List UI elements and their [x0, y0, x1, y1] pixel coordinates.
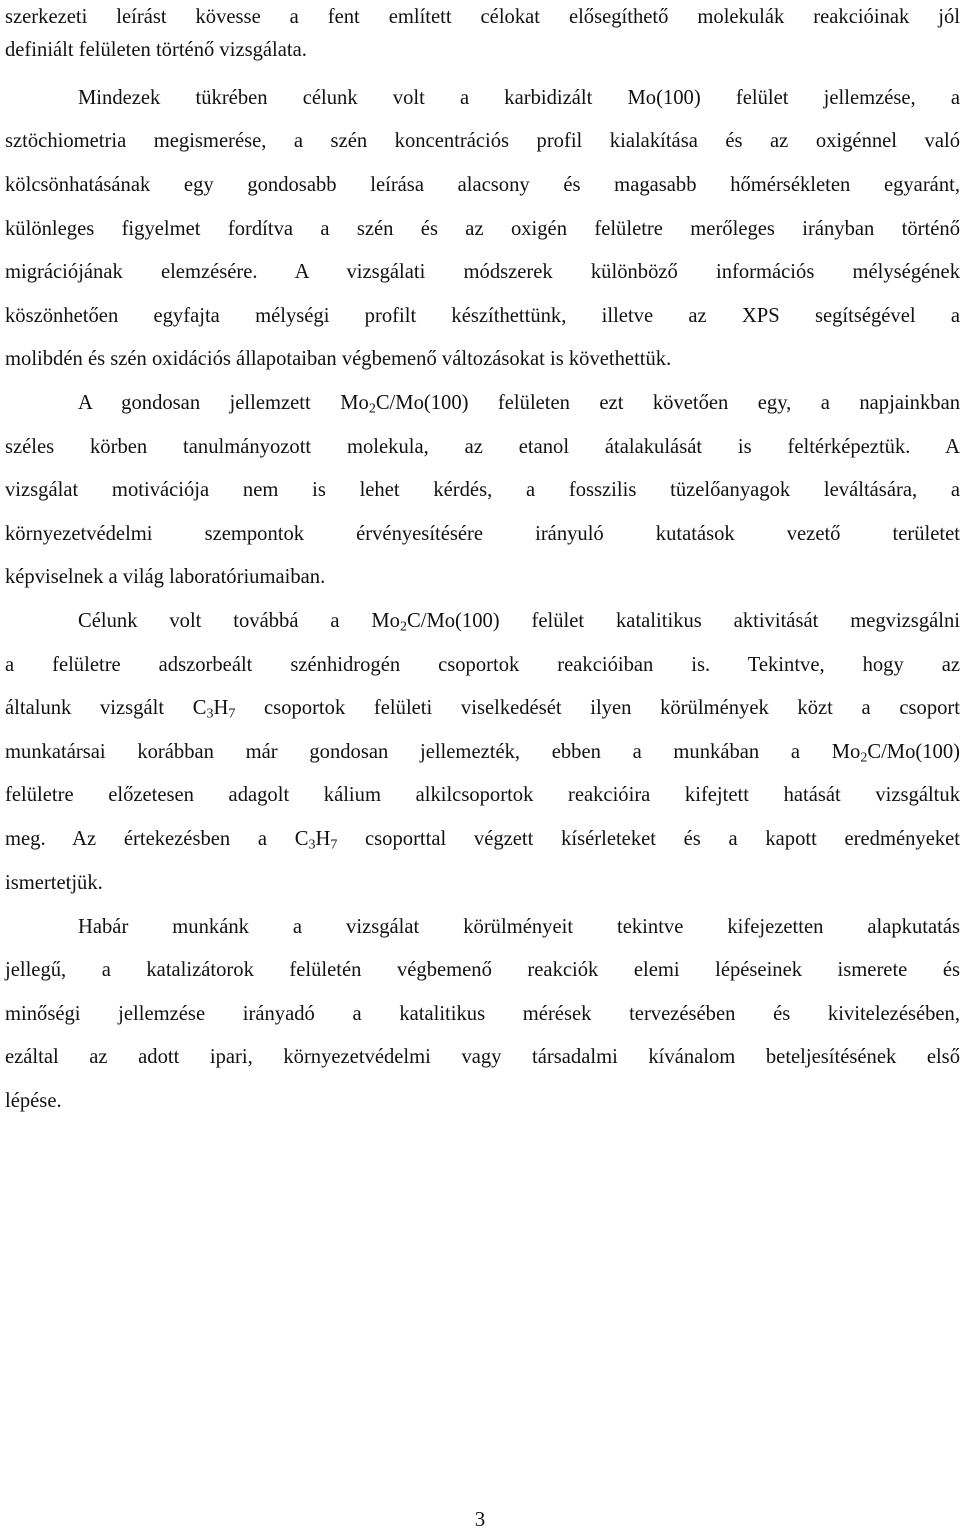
text-line: szerkezeti leírást kövesse a fent említett célokat elősegíthető molekulák reakcióinak jól — [5, 6, 960, 28]
text-line: jellegű, a katalizátorok felületén végbemenő reakciók elemi lépéseinek ismerete és — [5, 959, 960, 981]
paragraph-start-line: Habár munkánk a vizsgálat körülményeit tekintve kifejezetten alapkutatás — [78, 916, 960, 938]
text-line: kölcsönhatásának egy gondosabb leírása alacsony és magasabb hőmérsékleten egyaránt, — [5, 174, 960, 196]
text-line: ismertetjük. — [5, 872, 103, 894]
text-line: köszönhetően egyfajta mélységi profilt készíthettünk, illetve az XPS segítségével a — [5, 305, 960, 327]
text-line: a felületre adszorbeált szénhidrogén csoportok reakcióiban is. Tekintve, hogy az — [5, 654, 960, 676]
text-line: munkatársai korábban már gondosan jellemezték, ebben a munkában a $Mo_2C/Mo(100)$ — [5, 741, 960, 766]
text-line: képviselnek a világ laboratóriumaiban. — [5, 566, 326, 588]
text-line: molibdén és szén oxidációs állapotaiban végbemenő változásokat is követhettük. — [5, 348, 672, 370]
text-line: felületre előzetesen adagolt kálium alkilcsoportok reakcióira kifejtett hatását vizsgáltuk — [5, 784, 960, 806]
paragraph-start-line: Célunk volt továbbá a $Mo_2C/Mo(100)$ felület katalitikus aktivitását megvizsgálni — [78, 610, 960, 635]
text-line: meg. Az értekezésben a $C_3H_7$ csoporttal végzett kísérleteket és a kapott eredményeket — [5, 828, 960, 853]
text-line: vizsgálat motivációja nem is lehet kérdés, a fosszilis tüzelőanyagok leváltására, a — [5, 479, 960, 501]
text-line: általunk vizsgált $C_3H_7$ csoportok felületi viselkedését ilyen körülmények közt a csoport — [5, 697, 960, 722]
text-line: migrációjának elemzésére. A vizsgálati módszerek különböző információs mélységének — [5, 261, 960, 283]
text-line: ezáltal az adott ipari, környezetvédelmi vagy társadalmi kívánalom beteljesítésének első — [5, 1046, 960, 1068]
text-line: széles körben tanulmányozott molekula, az etanol átalakulását is feltérképeztük. A — [5, 436, 960, 458]
text-line: különleges figyelmet fordítva a szén és az oxigén felületre merőleges irányban történő — [5, 218, 960, 240]
text-line: minőségi jellemzése irányadó a katalitikus mérések tervezésében és kivitelezésében, — [5, 1003, 960, 1025]
text-line: környezetvédelmi szempontok érvényesítésére irányuló kutatások vezető területet — [5, 523, 960, 545]
paragraph-start-line: Mindezek tükrében célunk volt a karbidizált Mo(100) felület jellemzése, a — [78, 87, 960, 109]
text-line: definiált felületen történő vizsgálata. — [5, 39, 307, 61]
text-line: lépése. — [5, 1090, 62, 1112]
page-number: 3 — [474, 1507, 486, 1531]
paragraph-start-line: A gondosan jellemzett $Mo_2C/Mo(100)$ felületen ezt követően egy, a napjainkban — [78, 392, 960, 417]
text-line: sztöchiometria megismerése, a szén koncentrációs profil kialakítása és az oxigénnel való — [5, 130, 960, 152]
